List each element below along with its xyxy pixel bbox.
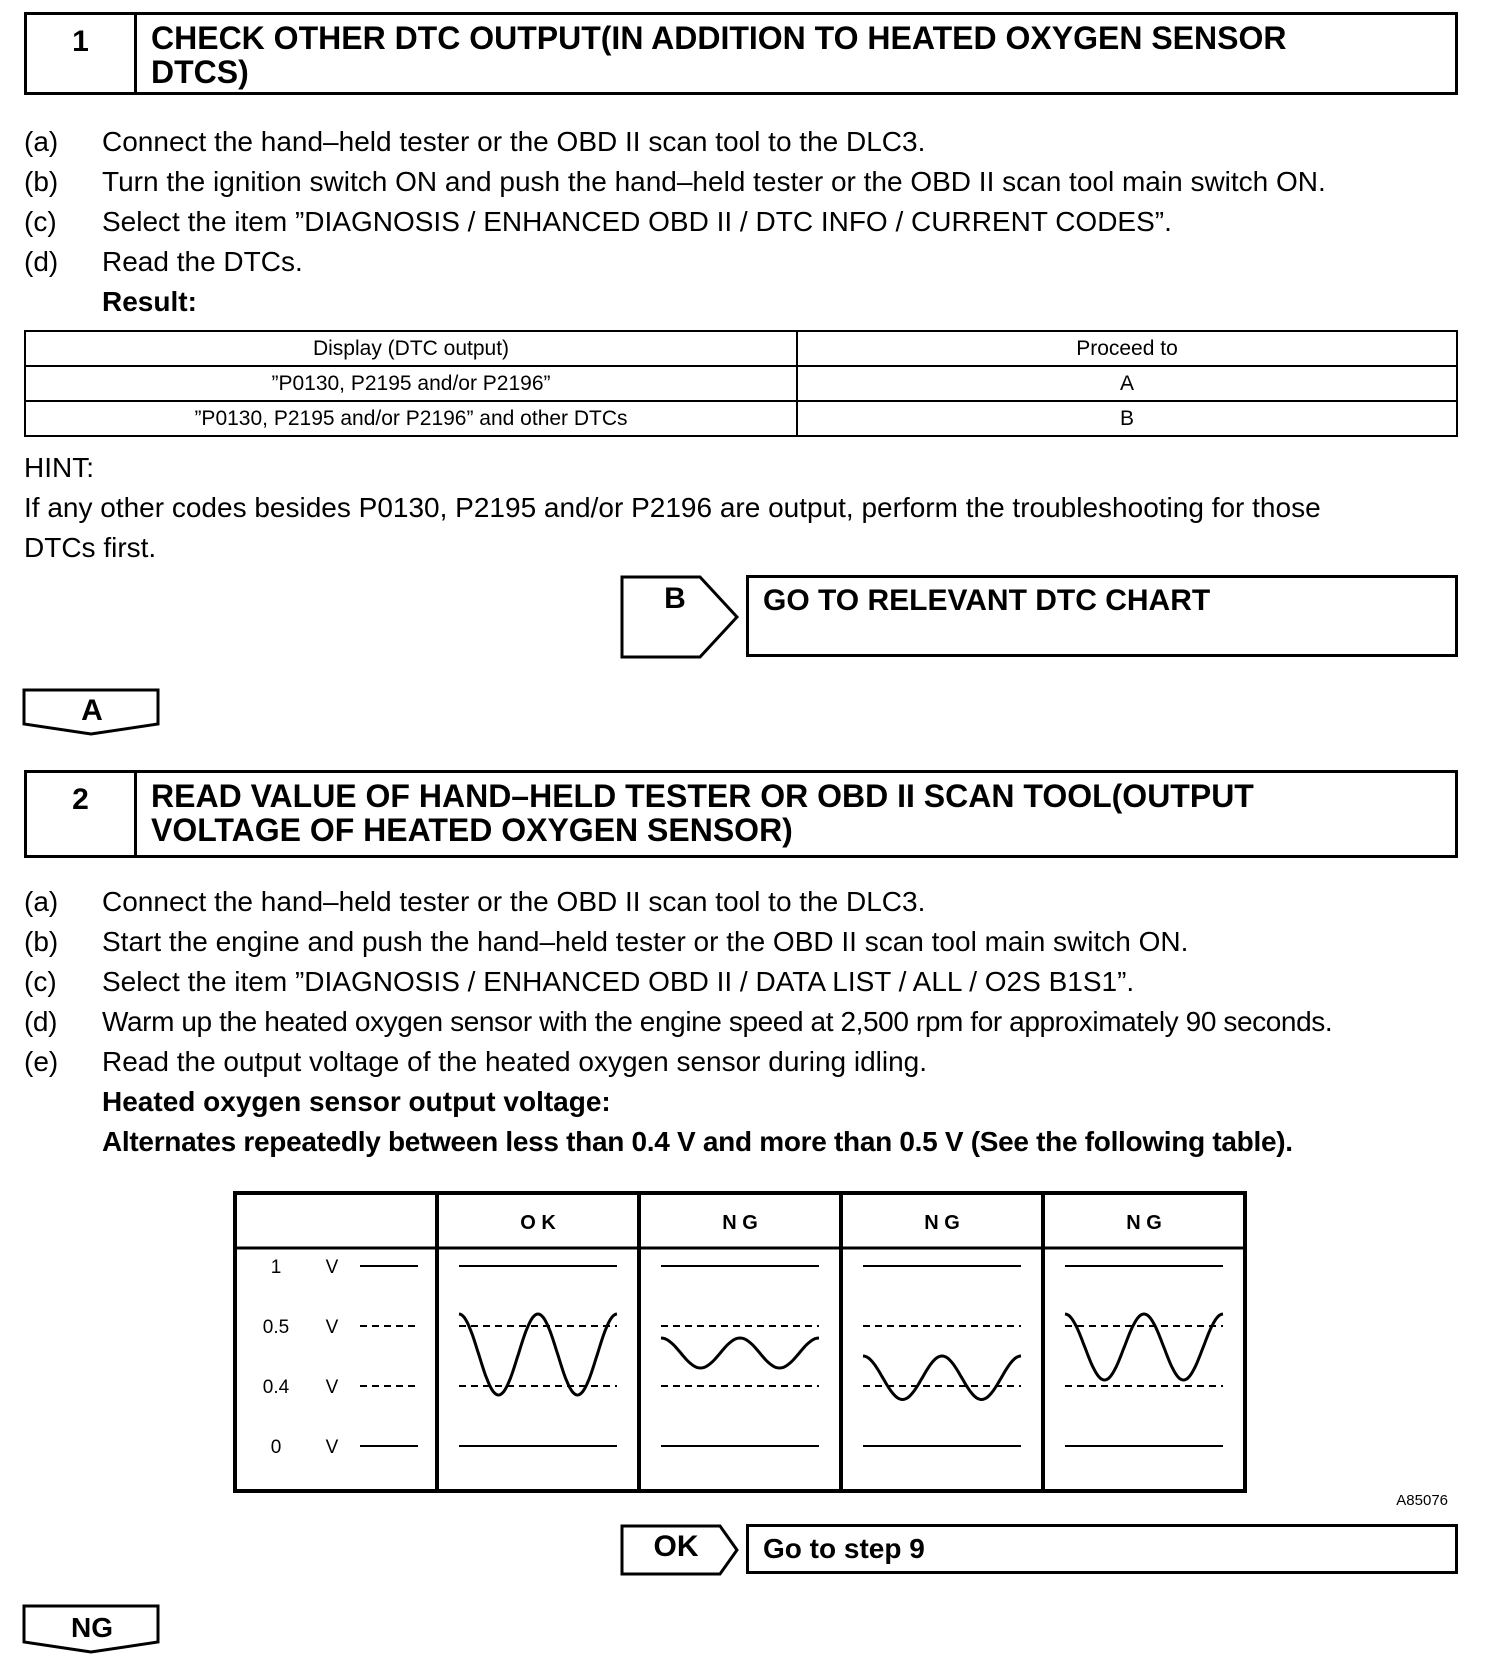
step-title-line: CHECK OTHER DTC OUTPUT(IN ADDITION TO HEATED OXYGEN SENSOR	[151, 20, 1287, 56]
table-cell: ”P0130, P2195 and/or P2196” and other DTCs	[25, 401, 797, 436]
step-title-line: READ VALUE OF HAND–HELD TESTER OR OBD II SCAN TOOL(OUTPUT	[151, 778, 1254, 814]
column-header: N G	[924, 1212, 960, 1234]
step-number: 1	[27, 15, 137, 92]
table-cell: B	[797, 401, 1457, 436]
voltage-waveform-figure	[232, 1190, 1262, 1500]
step-title	[151, 21, 1445, 89]
voltage-unit-label: V	[325, 1377, 339, 1398]
step-2-header	[24, 770, 1458, 858]
branch-ok-box	[746, 1524, 1458, 1574]
voltage-unit-label: V	[325, 1437, 339, 1458]
branch-ng-label: NG	[71, 1612, 113, 1643]
voltage-level-label: 0.5	[262, 1317, 290, 1338]
table-row	[25, 401, 1457, 436]
table-cell: ”P0130, P2195 and/or P2196”	[25, 366, 797, 401]
hint-text: DTCs first.	[24, 532, 157, 563]
table-header-row	[25, 331, 1457, 366]
hint-label: HINT:	[24, 452, 94, 483]
step-title-line: VOLTAGE OF HEATED OXYGEN SENSOR)	[151, 812, 793, 848]
instruction-c: (c) Select the item ”DIAGNOSIS / ENHANCED OBD II / DATA LIST / ALL / O2S B1S1”.	[24, 966, 1135, 997]
branch-b-box	[746, 575, 1458, 657]
branch-ok-label: OK	[653, 1530, 699, 1563]
branch-b-label: B	[664, 582, 686, 615]
voltage-level-label: 0	[270, 1437, 282, 1458]
instruction-d: (d) Read the DTCs.	[24, 246, 303, 277]
table-header: Proceed to	[797, 331, 1457, 366]
hint-text: If any other codes besides P0130, P2195 and/or P2196 are output, perform the troubleshooting for those	[24, 492, 1321, 523]
spec-title: Heated oxygen sensor output voltage:	[102, 1086, 611, 1117]
column-header: N G	[1126, 1212, 1162, 1234]
table-header: Display (DTC output)	[25, 331, 797, 366]
step-title	[151, 779, 1445, 847]
branch-a-label: A	[81, 694, 103, 727]
voltage-unit-label: V	[325, 1257, 339, 1278]
branch-b-text: GO TO RELEVANT DTC CHART	[763, 584, 1211, 617]
column-header: N G	[722, 1212, 758, 1234]
instruction-d: (d) Warm up the heated oxygen sensor with the engine speed at 2,500 rpm for approximately 90 seconds.	[24, 1006, 1333, 1037]
step-number: 2	[27, 773, 137, 855]
table-row	[25, 366, 1457, 401]
voltage-level-label: 0.4	[262, 1377, 290, 1398]
instruction-b: (b) Turn the ignition switch ON and push the hand–held tester or the OBD II scan tool main switch ON.	[24, 166, 1326, 197]
spec-text: Alternates repeatedly between less than 0.4 V and more than 0.5 V (See the following table).	[102, 1126, 1293, 1157]
instruction-a: (a) Connect the hand–held tester or the OBD II scan tool to the DLC3.	[24, 126, 926, 157]
result-table	[24, 330, 1458, 437]
instruction-e: (e) Read the output voltage of the heated oxygen sensor during idling.	[24, 1046, 928, 1077]
instruction-c: (c) Select the item ”DIAGNOSIS / ENHANCED OBD II / DTC INFO / CURRENT CODES”.	[24, 206, 1172, 237]
instruction-a: (a) Connect the hand–held tester or the OBD II scan tool to the DLC3.	[24, 886, 926, 917]
branch-ok-text: Go to step 9	[763, 1533, 925, 1564]
result-label: Result:	[102, 286, 197, 317]
figure-id: A85076	[1396, 1492, 1448, 1509]
table-cell: A	[797, 366, 1457, 401]
step-title-line: DTCS)	[151, 54, 249, 90]
step-1-header	[24, 12, 1458, 95]
voltage-unit-label: V	[325, 1317, 339, 1338]
column-header: O K	[520, 1212, 556, 1234]
voltage-level-label: 1	[270, 1257, 282, 1278]
instruction-b: (b) Start the engine and push the hand–held tester or the OBD II scan tool main switch ON.	[24, 926, 1189, 957]
